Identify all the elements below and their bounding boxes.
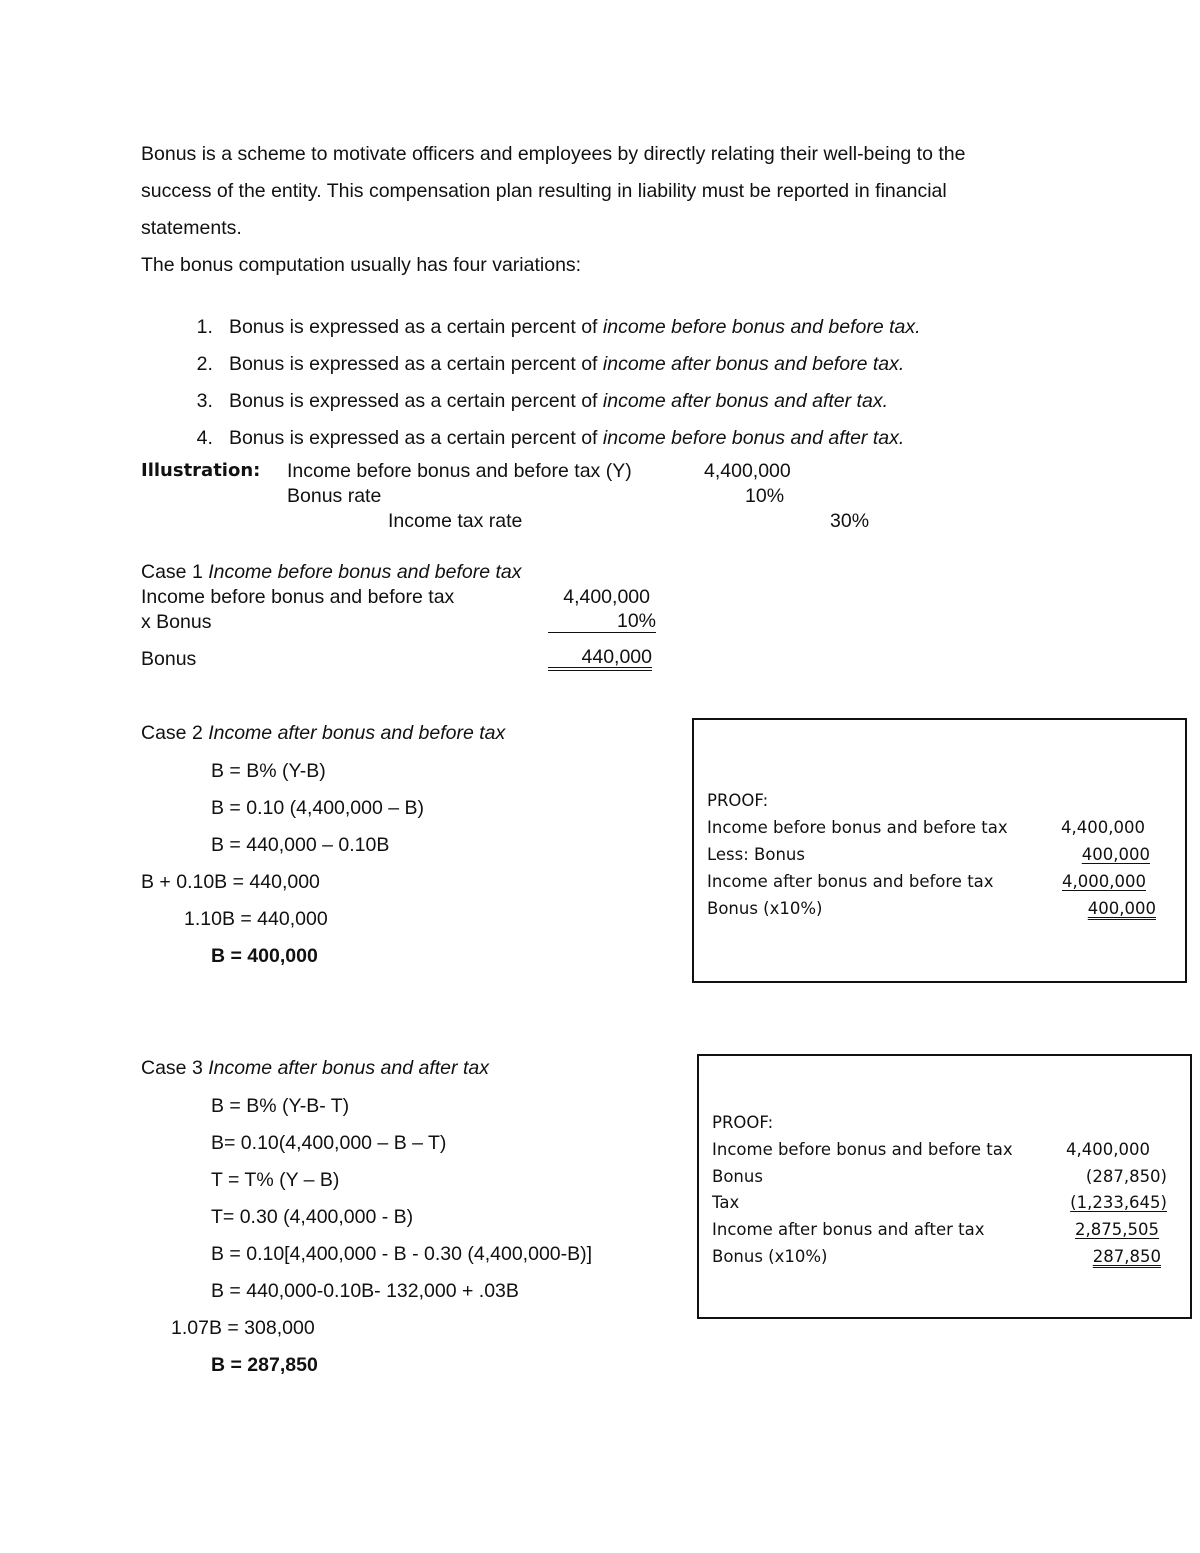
illustration-row-label: Income before bonus and before tax (Y) <box>287 460 632 482</box>
list-text: Bonus is expressed as a certain percent of <box>228 390 603 412</box>
proof-row-value: (1,233,645) <box>1070 1193 1167 1212</box>
case3-title: Case 3 Income after bonus and after tax <box>141 1057 489 1079</box>
case2-title: Case 2 Income after bonus and before tax <box>141 722 506 744</box>
proof-row-label: Income before bonus and before tax <box>712 1140 1013 1159</box>
case1-row-value: 440,000 <box>548 647 652 671</box>
list-number: 1. <box>196 316 213 338</box>
list-emphasis: income after bonus and after tax. <box>602 390 888 412</box>
list-text: Bonus is expressed as a certain percent of <box>228 316 603 338</box>
intro-line-1: Bonus is a scheme to motivate officers and employees by directly relating their well-being to the <box>141 143 966 165</box>
intro-line-3: statements. <box>141 217 242 239</box>
proof-row-label: Bonus <box>712 1167 763 1186</box>
proof-row-label: Income before bonus and before tax <box>707 818 1008 837</box>
intro-line-4: The bonus computation usually has four variations: <box>141 254 582 276</box>
case2-step: B + 0.10B = 440,000 <box>141 871 320 893</box>
case3-result: B = 287,850 <box>211 1354 318 1376</box>
case2-step: B = B% (Y-B) <box>211 760 326 782</box>
list-emphasis: income before bonus and after tax. <box>602 427 905 449</box>
proof-row-value: 4,400,000 <box>1066 1140 1150 1159</box>
proof-row-label: Tax <box>712 1193 740 1212</box>
illustration-row-value: 30% <box>830 510 870 532</box>
case1-row-value: 10% <box>548 610 656 633</box>
illustration-row-value: 10% <box>745 485 785 507</box>
case1-row-label: Bonus <box>141 648 197 670</box>
proof-title: PROOF: <box>712 1113 774 1132</box>
proof-row-value: (287,850) <box>1085 1167 1167 1186</box>
case1-row-label: Income before bonus and before tax <box>141 586 455 608</box>
proof-title: PROOF: <box>707 791 769 810</box>
illustration-row-value: 4,400,000 <box>704 460 791 482</box>
proof-row-label: Less: Bonus <box>707 845 805 864</box>
case2-step: B = 440,000 – 0.10B <box>211 834 390 856</box>
list-number: 2. <box>196 353 213 375</box>
case3-step: B = B% (Y-B- T) <box>211 1095 350 1117</box>
case2-step: B = 0.10 (4,400,000 – B) <box>211 797 425 819</box>
proof-row-value: 4,400,000 <box>1061 818 1145 837</box>
proof-row-label: Income after bonus and after tax <box>712 1220 985 1239</box>
case3-step: T = T% (Y – B) <box>211 1169 340 1191</box>
case3-step: 1.07B = 308,000 <box>171 1317 315 1339</box>
proof-row-label: Bonus (x10%) <box>712 1247 828 1266</box>
case3-step: T= 0.30 (4,400,000 - B) <box>211 1206 414 1228</box>
case3-proof-box <box>697 1054 1192 1319</box>
case1-title: Case 1 Income before bonus and before tax <box>141 561 522 583</box>
proof-row-value: 287,850 <box>1092 1247 1161 1266</box>
list-emphasis: income before bonus and before tax. <box>602 316 921 338</box>
list-emphasis: income after bonus and before tax. <box>602 353 905 375</box>
proof-row-value: 400,000 <box>1081 845 1150 864</box>
case2-step: 1.10B = 440,000 <box>184 908 328 930</box>
case2-result: B = 400,000 <box>211 945 318 967</box>
case3-step: B = 0.10[4,400,000 - B - 0.30 (4,400,000-B)] <box>211 1243 593 1265</box>
case1-row-label: x Bonus <box>141 611 212 633</box>
illustration-row-label: Bonus rate <box>287 485 382 507</box>
case3-step: B= 0.10(4,400,000 – B – T) <box>211 1132 447 1154</box>
list-text: Bonus is expressed as a certain percent of <box>228 427 603 449</box>
proof-row-value: 4,000,000 <box>1062 872 1146 891</box>
case1-row-value: 4,400,000 <box>563 586 650 608</box>
case2-proof-box <box>692 718 1187 983</box>
proof-row-label: Bonus (x10%) <box>707 899 823 918</box>
list-number: 4. <box>196 427 213 449</box>
proof-row-value: 400,000 <box>1087 899 1156 918</box>
intro-line-2: success of the entity. This compensation plan resulting in liability must be reported in financial <box>141 180 947 202</box>
proof-row-value: 2,875,505 <box>1075 1220 1159 1239</box>
list-number: 3. <box>196 390 213 412</box>
list-text: Bonus is expressed as a certain percent of <box>228 353 603 375</box>
illustration-label: Illustration: <box>141 460 261 481</box>
case3-step: B = 440,000-0.10B- 132,000 + .03B <box>211 1280 519 1302</box>
illustration-row-label: Income tax rate <box>388 510 523 532</box>
proof-row-label: Income after bonus and before tax <box>707 872 994 891</box>
